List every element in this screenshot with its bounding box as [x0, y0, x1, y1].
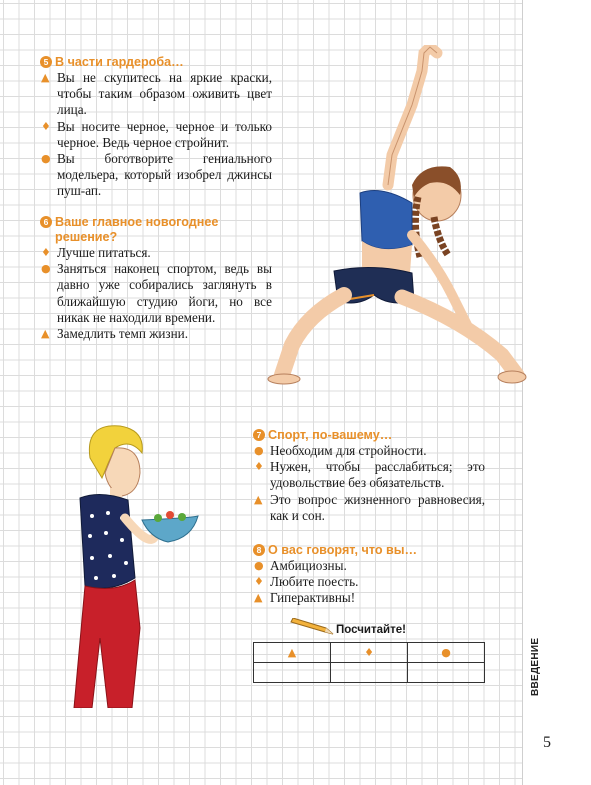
page-number: 5 — [543, 734, 551, 751]
diamond-marker-icon: ♦ — [41, 119, 51, 133]
answer-item — [253, 590, 485, 606]
answer-text: Вы носите черное, черное и только черное. Ведь черное стройнит. — [57, 118, 272, 150]
answer-text: Лучше питаться. — [57, 245, 151, 260]
answer-text: Вы боготворите гениального модельера, который изобрел джинсы пуш-ап. — [57, 151, 272, 199]
triangle-marker-icon: ▲ — [254, 492, 263, 506]
question-title: Ваше главное новогоднее решение? — [55, 215, 219, 244]
count-label: Посчитайте! — [336, 624, 406, 636]
answer-text: Амбициозны. — [270, 558, 347, 573]
answer-text: Любите поесть. — [270, 574, 359, 590]
question-heading — [40, 215, 272, 245]
section-label: ВВЕДЕНИЕ — [530, 637, 541, 696]
circle-marker-icon: ● — [254, 559, 264, 572]
pencil-icon — [289, 618, 335, 636]
answer-text: Заняться наконец спортом, ведь вы давно уже собирались заглянуть в ближайшую студию йоги, но все никак не находили времени. — [57, 261, 272, 325]
answer-text: Необходим для стройности. — [270, 443, 427, 458]
circle-marker-icon: ● — [41, 152, 51, 166]
diamond-marker-icon: ♦ — [254, 460, 264, 474]
score-header-row — [254, 643, 485, 663]
triangle-marker-icon: ▲ — [254, 591, 263, 605]
answer-item — [253, 558, 485, 574]
circle-marker-icon: ● — [254, 444, 264, 457]
score-input-row — [254, 663, 485, 683]
answer-text: Это вопрос жизненного равновесия, как и сон. — [270, 491, 485, 523]
yoga-woman-illustration — [262, 45, 532, 390]
question-heading — [253, 543, 485, 558]
question-number-badge: 6 — [40, 216, 52, 228]
diamond-score-cell[interactable] — [331, 663, 408, 683]
question-5 — [40, 55, 272, 200]
question-6 — [40, 215, 272, 342]
triangle-marker-icon: ▲ — [41, 71, 50, 84]
answer-item — [40, 70, 272, 119]
question-heading — [40, 55, 272, 70]
answer-item — [40, 119, 272, 151]
answer-item — [253, 443, 485, 459]
question-title: В части гардероба… — [55, 55, 184, 69]
triangle-marker-icon: ▲ — [41, 327, 50, 341]
question-8 — [253, 543, 485, 607]
answer-item — [40, 261, 272, 326]
salad-woman-illustration — [60, 418, 210, 708]
answer-item — [253, 459, 485, 491]
question-number-badge: 7 — [253, 429, 265, 441]
triangle-header-icon: ▲ — [254, 643, 331, 663]
answer-text: Гиперактивны! — [270, 590, 356, 606]
answer-item — [253, 492, 485, 524]
question-7 — [253, 428, 485, 524]
question-title: Спорт, по-вашему… — [268, 428, 393, 442]
answer-item — [40, 326, 272, 342]
triangle-score-cell[interactable] — [254, 663, 331, 683]
diamond-marker-icon: ♦ — [41, 246, 51, 259]
question-number-badge: 5 — [40, 56, 52, 68]
answer-item — [40, 151, 272, 200]
question-number-badge: 8 — [253, 544, 265, 556]
question-heading — [253, 428, 485, 443]
answer-text: Нужен, чтобы расслабиться; это удовольствие без обязательств. — [270, 459, 485, 491]
answer-item — [40, 245, 272, 261]
diamond-marker-icon: ♦ — [254, 575, 264, 589]
answer-text: Вы не скупитесь на яркие краски, чтобы таким образом оживить цвет лица. — [57, 70, 272, 118]
answer-item — [253, 574, 485, 590]
circle-header-icon: ● — [408, 643, 485, 663]
diamond-header-icon: ♦ — [331, 643, 408, 663]
circle-score-cell[interactable] — [408, 663, 485, 683]
answer-text: Замедлить темп жизни. — [57, 326, 189, 342]
score-table — [253, 642, 485, 683]
circle-marker-icon: ● — [41, 262, 51, 276]
question-title: О вас говорят, что вы… — [268, 543, 418, 557]
